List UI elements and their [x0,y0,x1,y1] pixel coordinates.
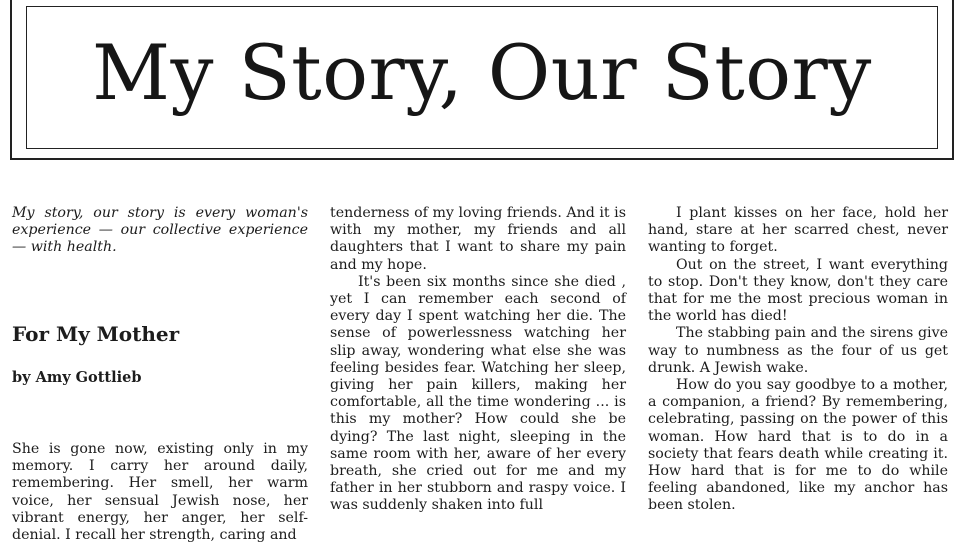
column-2-paragraph-1: tenderness of my loving friends. And it is with my mother, my friends and all daughters that I want to share my pain and my hope. [330,205,626,273]
masthead-inner-frame [26,6,938,149]
column-3-paragraph-4: How do you say goodbye to a mother, a companion, a friend? By remembering, celebrating, passing on the power of this woman. How hard that is to do in a society that fears death while creating it. How hard that is for me to do while feeling abandoned, like my anchor has been stolen. [648,377,948,514]
column-3-paragraph-1: I plant kisses on her face, hold her hand, stare at her scarred chest, never wanting to forget. [648,205,948,256]
column-3-paragraph-2: Out on the street, I want everything to stop. Don't they know, don't they care that for me the most precious woman in the world has died! [648,256,948,325]
column-2 [330,205,626,515]
masthead-title: My Story, Our Story [92,28,872,117]
byline: by Amy Gottlieb [12,369,142,386]
column-3 [648,205,948,515]
column-3-paragraph-3: The stabbing pain and the sirens give way to numbness as the four of us get drunk. A Jewish wake. [648,325,948,376]
lead-paragraph: She is gone now, existing only in my memory. I carry her around daily, remembering. Her smell, her warm voice, her sensual Jewish nose, her vibrant energy, her anger, her self-denial. I recall her strength, caring and [12,441,308,544]
article-title: For My Mother [12,322,180,346]
intro-text: My story, our story is every woman's experience — our collective experience — with health. [12,205,308,256]
column-1 [12,205,308,544]
column-2-paragraph-2: It's been six months since she died , yet I can remember each second of every day I spent watching her die. The sense of powerlessness watching her slip away, wondering what else she was feeling besides fear. Watching her sleep, giving her pain killers, making her comfortable, all the time wondering ... is this my mother? How could she be dying? The last night, sleeping in the same room with her, aware of her every breath, she cried out for me and my father in her stubborn and raspy voice. I was suddenly shaken into full [330,273,626,514]
